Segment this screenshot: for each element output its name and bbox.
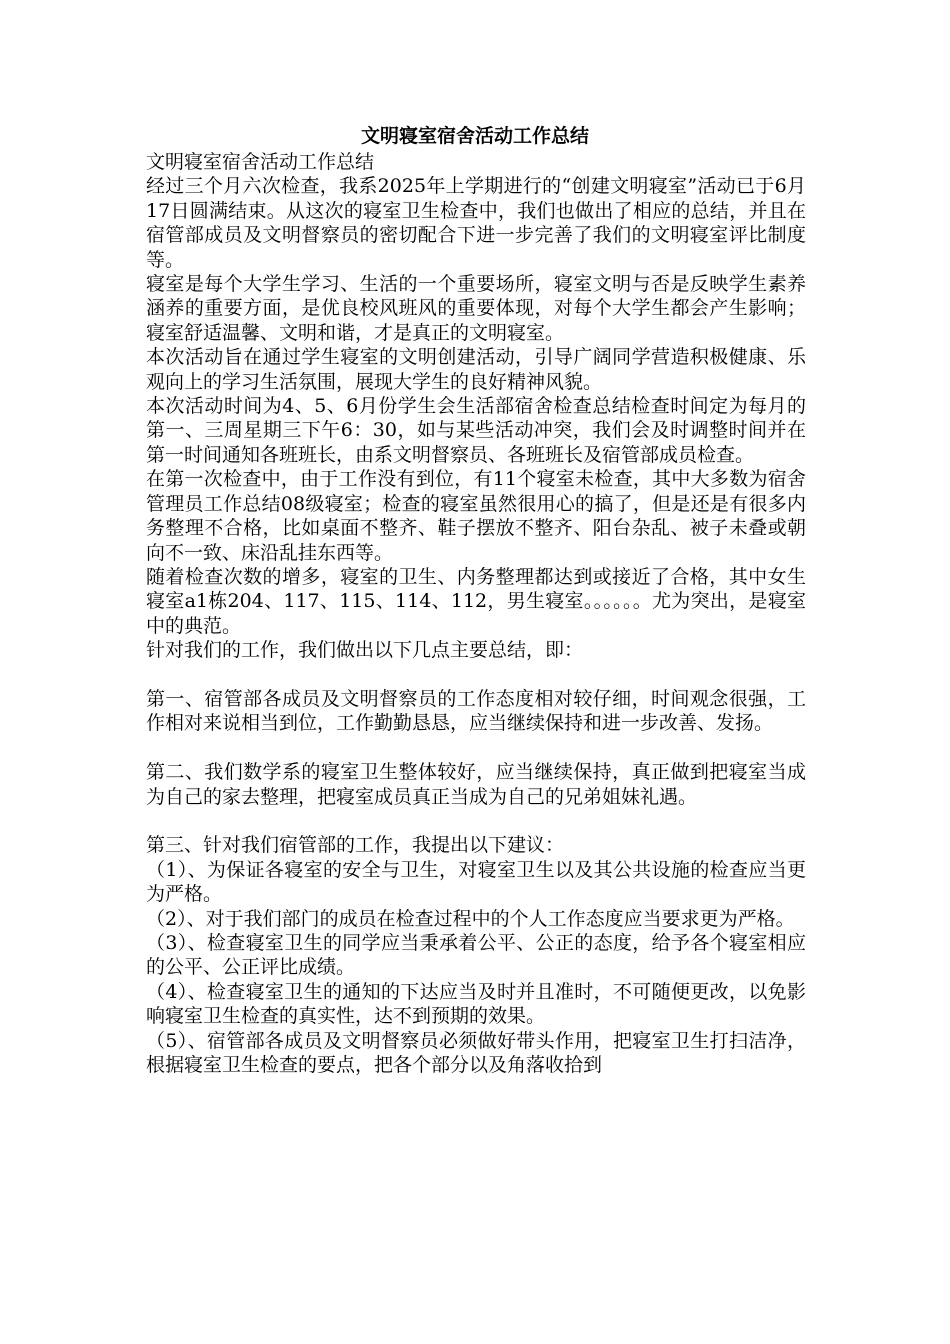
blank-line bbox=[146, 663, 806, 687]
suggestion-item: （5）、宿管部各成员及文明督察员必须做好带头作用，把寝室卫生打扫洁净，根据寝室卫生检查的要点，把各个部分以及角落收拾到 bbox=[146, 1029, 806, 1076]
paragraph: 经过三个月六次检查，我系2025年上学期进行的“创建文明寝室”活动已于6月17日圆满结束。从这次的寝室卫生检查中，我们也做出了相应的总结，并且在宿管部成员及文明督察员的密切配合下进一步完善了我们的文明寝室评比制度等。 bbox=[146, 175, 806, 271]
suggestion-item: （3）、检查寝室卫生的同学应当秉承着公平、公正的态度，给予各个寝室相应的公平、公正评比成绩。 bbox=[146, 931, 806, 979]
paragraph: 本次活动旨在通过学生寝室的文明创建活动，引导广阔同学营造积极健康、乐观向上的学习生活氛围，展现大学生的良好精神风貌。 bbox=[146, 346, 806, 393]
paragraph-subtitle: 文明寝室宿舍活动工作总结 bbox=[146, 151, 375, 173]
paragraph: 针对我们的工作，我们做出以下几点主要总结，即： bbox=[146, 639, 584, 662]
document-title: 文明寝室宿舍活动工作总结 bbox=[360, 125, 589, 147]
suggestion-item: （1）、为保证各寝室的安全与卫生，对寝室卫生以及其公共设施的检查应当更为严格。 bbox=[146, 858, 806, 906]
summary-point-1: 第一、宿管部各成员及文明督察员的工作态度相对较仔细，时间观念很强，工作相对来说相当到位，工作勤勤恳恳，应当继续保持和进一步改善、发扬。 bbox=[146, 687, 806, 735]
document-body bbox=[146, 150, 806, 1077]
suggestion-item: （4）、检查寝室卫生的通知的下达应当及时并且准时，不可随便更改，以免影响寝室卫生检查的真实性，达不到预期的效果。 bbox=[146, 980, 806, 1028]
paragraph: 随着检查次数的增多，寝室的卫生、内务整理都达到或接近了合格，其中女生寝室a1栋204、117、115、114、112，男生寝室。。。。。。尤为突出，是寝室中的典范。 bbox=[146, 565, 806, 637]
suggestion-item: （2）、对于我们部门的成员在检查过程中的个人工作态度应当要求更为严格。 bbox=[146, 907, 795, 930]
paragraph: 寝室是每个大学生学习、生活的一个重要场所，寝室文明与否是反映学生素养涵养的重要方面，是优良校风班风的重要体现，对每个大学生都会产生影响；寝室舒适温馨、文明和谐，才是真正的文明寝室。 bbox=[146, 273, 806, 344]
paragraph: 在第一次检查中，由于工作没有到位，有11个寝室未检查，其中大多数为宿舍管理员工作总结08级寝室；检查的寝室虽然很用心的搞了，但是还是有很多内务整理不合格，比如桌面不整齐、鞋子摆放不整齐、阳台杂乱、被子未叠或朝向不一致、床沿乱挂东西等。 bbox=[146, 468, 806, 564]
blank-line bbox=[146, 736, 806, 760]
summary-point-3: 第三、针对我们宿管部的工作，我提出以下建议： bbox=[146, 834, 565, 857]
summary-point-2: 第二、我们数学系的寝室卫生整体较好，应当继续保持，真正做到把寝室当成为自己的家去整理，把寝室成员真正当成为自己的兄弟姐妹礼遇。 bbox=[146, 761, 806, 808]
blank-line bbox=[146, 809, 806, 833]
paragraph: 本次活动时间为4、5、6月份学生会生活部宿舍检查总结检查时间定为每月的第一、三周星期三下午6：30，如与某些活动冲突，我们会及时调整时间并在第一时间通知各班班长，由系文明督察员、各班班长及宿管部成员检查。 bbox=[146, 395, 806, 466]
